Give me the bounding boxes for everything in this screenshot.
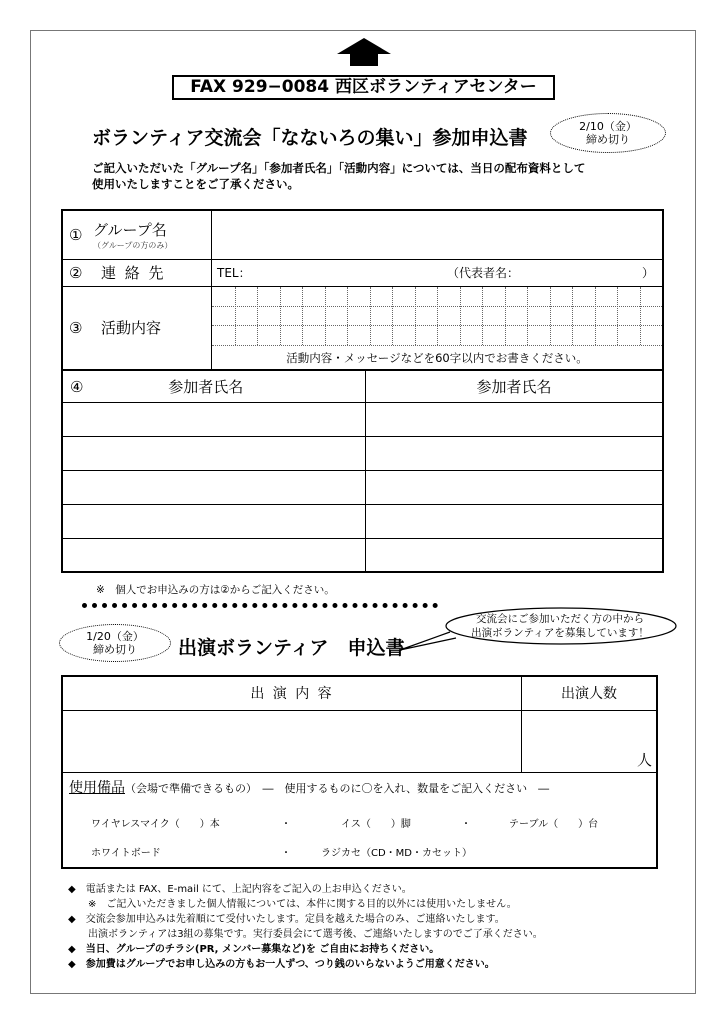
up-arrow-icon [337,38,391,66]
note-flyers: ◆ 当日、グループのチラシ(PR, メンバー募集など)を ご自由にお持ちください。 [68,944,440,955]
participant-name-header: 参加者氏名 [366,370,664,402]
note-fee: ◆ 参加費はグループでお申し込みの方もお一人ずつ、つり銭のいらないようご用意ください。 [68,959,495,970]
deadline-date: 1/20（金） [86,630,144,643]
grid-column-line [415,287,416,345]
grid-column-line [482,287,483,345]
grid-row-line [212,306,662,307]
separator-dot: ・ [461,818,471,830]
activity-hint: 活動内容・メッセージなどを60字以内でお書きください。 [286,350,588,365]
row-number: ③ [69,318,83,337]
equipment-cell [62,772,657,868]
performer-form-title: 出演ボランティア 申込書 [178,637,405,659]
grid-column-line [370,287,371,345]
performance-content-field[interactable] [62,710,522,772]
row-number: ① [69,225,83,244]
usage-note-line1: ご記入いただいた「グループ名」「参加者氏名」「活動内容」については、当日の配布資料として [92,161,586,175]
grid-column-line [460,287,461,345]
participant-name-field[interactable] [62,402,366,436]
deadline-date: 2/10（金） [579,120,637,133]
performer-table [61,675,658,869]
equipment-label: 使用備品 [69,779,125,796]
participant-name-field[interactable] [366,470,664,504]
group-name-label-cell [62,210,212,259]
deadline-label: 締め切り [93,643,137,656]
equipment-radio-cassette[interactable]: ラジカセ（CD・MD・カセット） [321,847,473,859]
grid-column-line [280,287,281,345]
grid-column-line [392,287,393,345]
individual-note: ※ 個人でお申込みの方は②からご記入ください。 [96,584,335,596]
note-contact: ◆ 電話または FAX、E-mail にて、上記内容をご記入の上お申込ください。 [68,884,412,895]
equipment-chair[interactable]: イス（ ）脚 [341,818,411,830]
deadline-label: 締め切り [586,133,630,146]
equipment-note: （会場で準備できるもの） ― 使用するものに〇を入れ、数量をご記入ください ― [125,781,550,795]
grid-column-line [527,287,528,345]
group-name-field[interactable] [212,210,664,259]
contact-label: 連 絡 先 [101,264,166,282]
dotted-separator [82,603,438,608]
equipment-table[interactable]: テーブル（ ）台 [509,818,599,830]
separator-dot: ・ [281,847,291,859]
grid-column-line [505,287,506,345]
performance-content-header: 出 演 内 容 [62,676,522,710]
usage-note-line2: 使用いたしますことをご了承ください。 [92,177,299,191]
note-first-come: ◆ 交流会参加申込みは先着順にて受付いたします。定員を越えた場合のみ、ご連絡いたします。 [68,914,505,925]
participant-name-field[interactable] [366,436,664,470]
activity-grid-field[interactable] [212,286,664,370]
grid-row-line [212,325,662,326]
participant-name-header: 参加者氏名 [168,377,244,396]
performer-count-header: 出演人数 [522,676,658,710]
activity-label: 活動内容 [101,319,162,337]
note-privacy: ※ ご記入いただきました個人情報については、本件に関する目的以外には使用いたしません。 [68,899,517,910]
grid-column-line [617,287,618,345]
group-name-sublabel: （グループの方のみ） [93,240,173,250]
deadline-badge-2 [59,624,171,662]
grid-column-line [235,287,236,345]
equipment-wireless-mic[interactable]: ワイヤレスマイク（ ）本 [91,818,220,830]
fax-header: FAX 929−0084 西区ボランティアセンター [172,75,555,100]
bubble-line2: 出演ボランティアを募集しています！ [471,627,649,639]
activity-grid[interactable] [212,287,662,345]
note-selection: 出演ボランティアは3組の募集です。実行委員会にて選考後、ご連絡いたしますのでご了承ください。 [68,929,543,940]
grid-column-line [302,287,303,345]
row-number: ② [69,263,83,282]
grid-column-line [347,287,348,345]
performer-count-field[interactable] [522,710,658,772]
bubble-line1: 交流会にご参加いただく方の中から [476,613,644,625]
count-unit: 人 [636,750,652,769]
grid-column-line [640,287,641,345]
participation-form-title: ボランティア交流会「なないろの集い」参加申込書 [92,127,528,149]
activity-label-cell [62,286,212,370]
participation-table [61,209,664,371]
participants-table [61,369,664,573]
row-number: ④ [70,377,84,396]
separator-dot: ・ [281,818,291,830]
usage-note [92,160,672,192]
deadline-badge-1 [550,113,666,153]
tel-label: TEL： [217,266,251,280]
grid-row-line [212,345,662,346]
contact-label-cell [62,259,212,286]
participant-name-field[interactable] [366,504,664,538]
participant-name-field[interactable] [62,470,366,504]
participants-header-1 [62,370,366,402]
representative-label: （代表者名： [447,266,520,280]
grid-column-line [595,287,596,345]
participant-name-field[interactable] [62,538,366,572]
representative-close: ） [641,266,654,280]
grid-column-line [325,287,326,345]
group-name-label: グループ名 [93,220,167,239]
grid-column-line [437,287,438,345]
grid-column-line [257,287,258,345]
equipment-whiteboard[interactable]: ホワイトボード [91,847,161,859]
grid-column-line [550,287,551,345]
speech-bubble-text [440,612,680,640]
participant-name-field[interactable] [62,504,366,538]
grid-column-line [572,287,573,345]
participant-name-field[interactable] [366,538,664,572]
participant-name-field[interactable] [366,402,664,436]
contact-field[interactable] [212,259,664,286]
participant-name-field[interactable] [62,436,366,470]
